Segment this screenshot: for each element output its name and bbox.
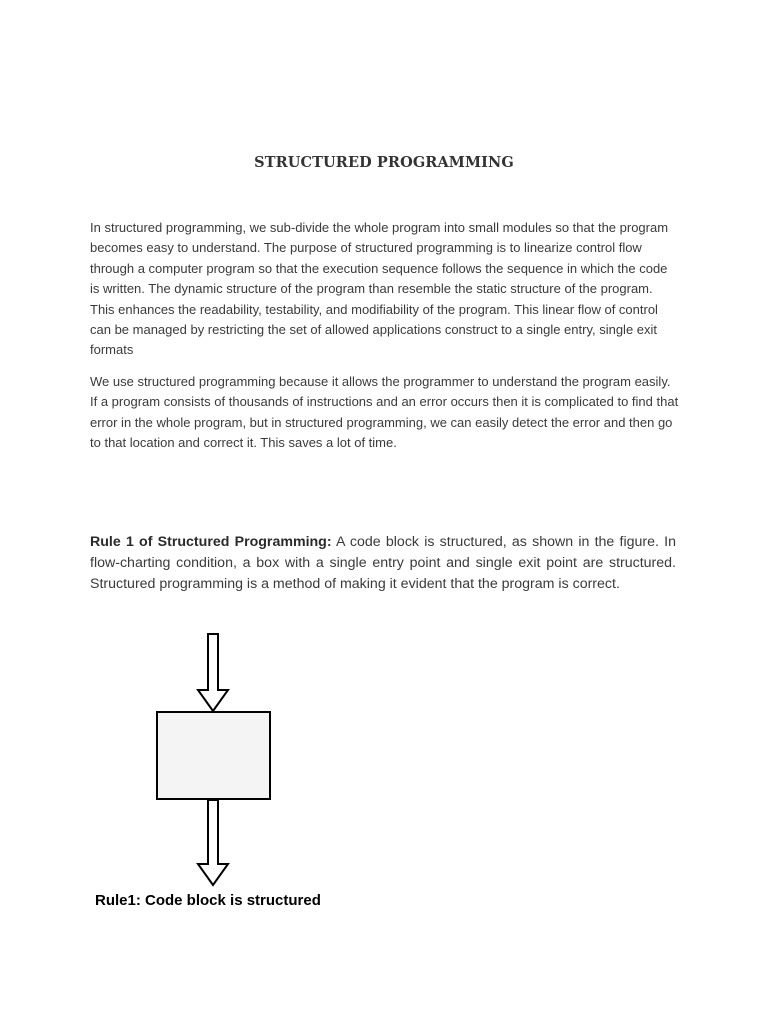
code-block-diagram-svg bbox=[140, 628, 300, 890]
page-title: STRUCTURED PROGRAMMING bbox=[254, 154, 514, 171]
reason-paragraph: We use structured programming because it allows the programmer to understand the program easily. If a program consists of thousands of instructions and an error occurs then it is complicated to find that error in the whole program, but in structured programming, we can easily detect the error and then go to that location and correct it. This saves a lot of time. bbox=[90, 374, 679, 451]
code-block-box bbox=[157, 712, 270, 799]
rule-1-heading: Rule 1 of Structured Programming: bbox=[90, 534, 332, 550]
rule-1-text: A code block is structured, as shown in the figure. In flow-charting condition, a box with a single entry point and single exit point are structured. Structured programming is a method of making it evident that the program is correct. bbox=[90, 534, 676, 592]
figure-caption: Rule1: Code block is structured bbox=[95, 892, 321, 909]
exit-arrow-icon bbox=[198, 800, 228, 885]
intro-paragraph: In structured programming, we sub-divide the whole program into small modules so that the program becomes easy to understand. The purpose of structured programming is to linearize control flow through a computer program so that the execution sequence follows the sequence in which the code is written. The dynamic structure of the program than resemble the static structure of the program. This enhances the readability, testability, and modifiability of the program. This linear flow of control can be managed by restricting the set of allowed applications construct to a single entry, single exit formats bbox=[90, 220, 669, 358]
code-block-diagram bbox=[140, 628, 300, 890]
entry-arrow-icon bbox=[198, 634, 228, 711]
rule-1-paragraph bbox=[90, 532, 676, 594]
